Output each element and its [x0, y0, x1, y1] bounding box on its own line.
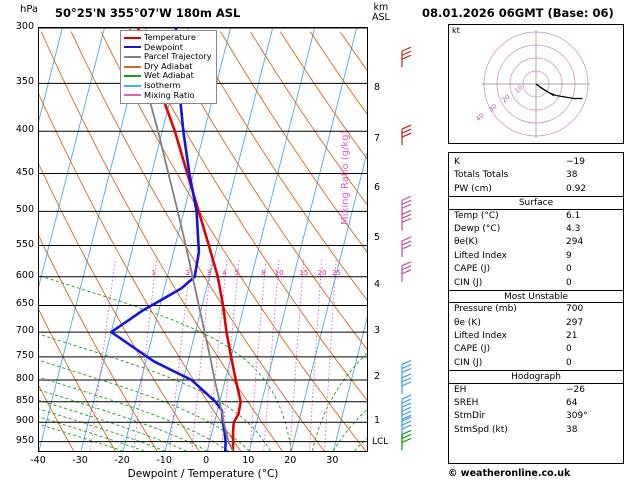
- wind-barb-flag: [402, 425, 411, 429]
- stat-row: [449, 223, 623, 236]
- copyright-label: © weatheronline.co.uk: [448, 468, 571, 479]
- legend-label: Dewpoint: [144, 41, 183, 52]
- altitude-tick-label: 6: [374, 182, 381, 194]
- pressure-tick-label: 850: [15, 394, 34, 406]
- stat-value: 297: [566, 317, 584, 328]
- dry-adiabat-line: [39, 32, 74, 451]
- lcl-label: LCL: [372, 436, 389, 447]
- stat-key: Temp (°C): [454, 210, 499, 221]
- wind-barb-flag: [402, 266, 411, 270]
- wind-barb-flag: [402, 200, 411, 204]
- station-title: 50°25'N 355°07'W 180m ASL: [55, 6, 241, 20]
- stat-row: [449, 210, 623, 223]
- legend-label: Temperature: [144, 32, 196, 42]
- wind-barb-flag: [402, 125, 411, 129]
- wind-barb-flag: [402, 378, 411, 382]
- wind-barb-flag: [402, 421, 411, 425]
- hodograph-storm-vector: [536, 84, 554, 96]
- stat-value: 38: [566, 424, 578, 435]
- temperature-tick-label: -10: [156, 455, 172, 466]
- wind-barb-flag: [402, 368, 411, 372]
- hodograph-unit-label: kt: [452, 26, 460, 35]
- pressure-tick-label: 950: [15, 434, 34, 446]
- legend-label: Dry Adiabat: [144, 60, 193, 71]
- stat-row: [449, 263, 623, 276]
- stat-key: θe (K): [454, 317, 481, 328]
- wind-barb-flag: [402, 133, 411, 137]
- right-panel: [420, 0, 629, 486]
- hodograph-ring-label: 40: [474, 111, 486, 123]
- hodograph-svg: [449, 25, 623, 143]
- legend-label: Isotherm: [144, 79, 181, 90]
- legend-swatch: [124, 75, 141, 77]
- wind-barb-flag: [402, 51, 411, 55]
- wind-barb-flag: [402, 55, 411, 59]
- stat-value: 6.1: [566, 210, 581, 221]
- stat-key: SREH: [454, 398, 479, 409]
- stat-section-header: Surface: [449, 196, 623, 209]
- altitude-tick-label: 8: [374, 82, 381, 94]
- legend-swatch: [124, 46, 141, 48]
- wind-barb-flag: [402, 196, 411, 200]
- stat-value: −19: [566, 157, 585, 167]
- stat-key: StmDir: [454, 411, 486, 422]
- isotherm-line: [39, 28, 104, 451]
- stat-key: Lifted Index: [454, 331, 507, 342]
- legend-item: [124, 91, 212, 101]
- wind-barb-flag: [402, 360, 411, 364]
- stat-row: [449, 384, 623, 397]
- temperature-tick-label: -30: [72, 455, 88, 466]
- temperature-tick-label: 10: [242, 455, 255, 466]
- date-title: 08.01.2026 06GMT (Base: 06): [422, 6, 614, 20]
- mixing-ratio-value-label: 4: [222, 268, 227, 277]
- wind-barb-flag: [402, 434, 411, 438]
- stat-key: EH: [454, 384, 467, 395]
- pressure-tick-label: 550: [15, 238, 34, 250]
- legend-swatch: [124, 94, 141, 96]
- stat-section-header: Most Unstable: [449, 290, 623, 303]
- stat-value: 0: [566, 357, 572, 368]
- stat-key: CIN (J): [454, 277, 483, 288]
- wind-barb-flag: [402, 364, 411, 368]
- wet-adiabat-line: [354, 34, 367, 451]
- pressure-tick-label: 400: [15, 124, 34, 136]
- altitude-tick-label: 1: [374, 415, 381, 427]
- altitude-unit-label: [372, 3, 390, 23]
- stat-key: CAPE (J): [454, 264, 491, 275]
- pressure-tick-label: 350: [15, 76, 34, 88]
- altitude-tick-label: 4: [374, 278, 381, 290]
- stat-row: [449, 343, 623, 356]
- stat-key: StmSpd (kt): [454, 424, 508, 435]
- stat-row: [449, 236, 623, 249]
- pressure-tick-label: 650: [15, 298, 34, 310]
- mixing-ratio-value-label: 8: [261, 268, 266, 277]
- wind-barb-flag: [402, 129, 411, 133]
- wind-barb-flag: [402, 270, 411, 274]
- stat-section-header: Hodograph: [449, 370, 623, 383]
- stat-value: 0: [566, 264, 572, 275]
- temperature-tick-label: 30: [326, 455, 339, 466]
- stat-row: [449, 277, 623, 290]
- km-label-line2: ASL: [372, 12, 390, 23]
- pressure-tick-label: 600: [15, 269, 34, 281]
- stat-row: [449, 424, 623, 437]
- wind-barb-flag: [402, 382, 411, 386]
- pressure-tick-label: 300: [15, 21, 34, 32]
- stat-key: Pressure (mb): [454, 304, 517, 315]
- pressure-tick-label: 700: [15, 325, 34, 337]
- stat-value: 9: [566, 250, 572, 261]
- stat-value: 21: [566, 331, 578, 342]
- mixing-ratio-value-label: 25: [332, 268, 341, 277]
- legend-swatch: [124, 56, 141, 58]
- pressure-unit-label: hPa: [20, 4, 39, 15]
- temperature-tick-label: -40: [30, 455, 46, 466]
- stat-value: 294: [566, 237, 584, 248]
- altitude-tick-label: 7: [374, 133, 381, 145]
- wind-barb-flag: [402, 214, 411, 218]
- stat-key: θe(K): [454, 237, 478, 248]
- stat-row: [449, 397, 623, 410]
- stat-value: 0.92: [566, 183, 587, 194]
- stat-value: 64: [566, 398, 578, 409]
- hodograph-ring-label: 30: [487, 102, 499, 114]
- wind-barb-flag: [402, 403, 411, 407]
- stat-value: 0: [566, 344, 572, 355]
- stat-value: 38: [566, 170, 578, 181]
- mixing-ratio-value-label: 3: [206, 268, 212, 277]
- legend-label: Parcel Trajectory: [144, 51, 212, 62]
- wind-barb-flag: [402, 438, 411, 442]
- wind-barb-flag: [402, 210, 411, 214]
- legend-label: Mixing Ratio: [144, 89, 195, 100]
- stat-key: CIN (J): [454, 357, 483, 368]
- stat-row: [449, 156, 623, 169]
- stat-key: Totals Totals: [454, 170, 509, 181]
- stat-key: K: [454, 157, 460, 167]
- wind-barb-flag: [402, 395, 411, 399]
- wind-barb-flag: [402, 204, 411, 208]
- altitude-tick-label: 5: [374, 231, 381, 243]
- hodograph-panel: [448, 24, 624, 144]
- stat-value: 309°: [566, 411, 588, 422]
- mixing-ratio-value-label: 20: [317, 268, 327, 277]
- stat-row: [449, 169, 623, 182]
- stat-row: [449, 330, 623, 343]
- wind-barb-flag: [402, 374, 411, 378]
- x-axis-title: Dewpoint / Temperature (°C): [127, 468, 279, 480]
- legend-label: Wet Adiabat: [144, 70, 194, 81]
- wind-barb-flag: [402, 262, 411, 266]
- mixing-ratio-value-label: 2: [185, 268, 191, 277]
- stat-row: [449, 357, 623, 370]
- pressure-tick-label: 800: [15, 373, 34, 384]
- stat-row: [449, 250, 623, 263]
- isotherm-line: [207, 28, 314, 451]
- pressure-tick-label: 450: [15, 166, 34, 178]
- wind-barb-flag: [402, 411, 411, 415]
- altitude-tick-label: 2: [374, 370, 381, 382]
- wind-barb-flag: [402, 407, 411, 411]
- stat-row: [449, 303, 623, 316]
- stat-row: [449, 183, 623, 196]
- stat-row: [449, 317, 623, 330]
- hodograph-ring-label: 10: [513, 83, 525, 95]
- mixing-ratio-value-label: 5: [234, 268, 239, 277]
- wind-barb-flag: [402, 237, 411, 241]
- hodograph-ring-label: 20: [500, 92, 512, 105]
- temperature-tick-label: 20: [284, 455, 297, 466]
- wind-barb-flag: [402, 47, 411, 51]
- stat-key: Dewp (°C): [454, 223, 501, 234]
- stat-value: 700: [566, 304, 584, 315]
- wind-barb-flag: [402, 245, 411, 249]
- wind-barb-column: [392, 27, 418, 452]
- wind-barb-flag: [402, 399, 411, 403]
- pressure-tick-label: 750: [15, 349, 34, 361]
- mixing-ratio-value-label: 15: [299, 268, 309, 277]
- legend-swatch: [124, 85, 141, 87]
- wind-barb-flag: [402, 430, 411, 434]
- stat-value: 0: [566, 277, 572, 288]
- stat-value: −26: [566, 384, 585, 395]
- stat-key: CAPE (J): [454, 344, 491, 355]
- stat-row: [449, 410, 623, 423]
- legend-swatch: [124, 66, 141, 68]
- mixing-ratio-value-label: 10: [274, 268, 284, 277]
- temperature-tick-label: -20: [114, 455, 130, 466]
- wind-barbs-svg: [392, 27, 418, 452]
- wind-barb-flag: [402, 218, 411, 222]
- stat-key: PW (cm): [454, 183, 492, 194]
- pressure-tick-label: 900: [15, 415, 34, 427]
- legend-swatch: [124, 37, 141, 39]
- isotherm-line: [249, 28, 356, 451]
- hodograph-trace: [536, 84, 582, 99]
- chart-legend: [120, 30, 217, 104]
- mixing-ratio-axis-label: Mixing Ratio (g/kg): [340, 130, 351, 225]
- km-label-line1: km: [373, 2, 389, 13]
- altitude-tick-label: 3: [374, 325, 381, 337]
- stat-value: 4.3: [566, 223, 581, 234]
- temperature-tick-label: 0: [203, 455, 210, 466]
- wind-barb-flag: [402, 241, 411, 245]
- mixing-ratio-value-label: 1: [151, 268, 156, 277]
- wet-adiabat-line: [39, 34, 123, 451]
- stat-key: Lifted Index: [454, 250, 507, 261]
- pressure-tick-label: 500: [15, 204, 34, 216]
- stats-table: [448, 152, 624, 464]
